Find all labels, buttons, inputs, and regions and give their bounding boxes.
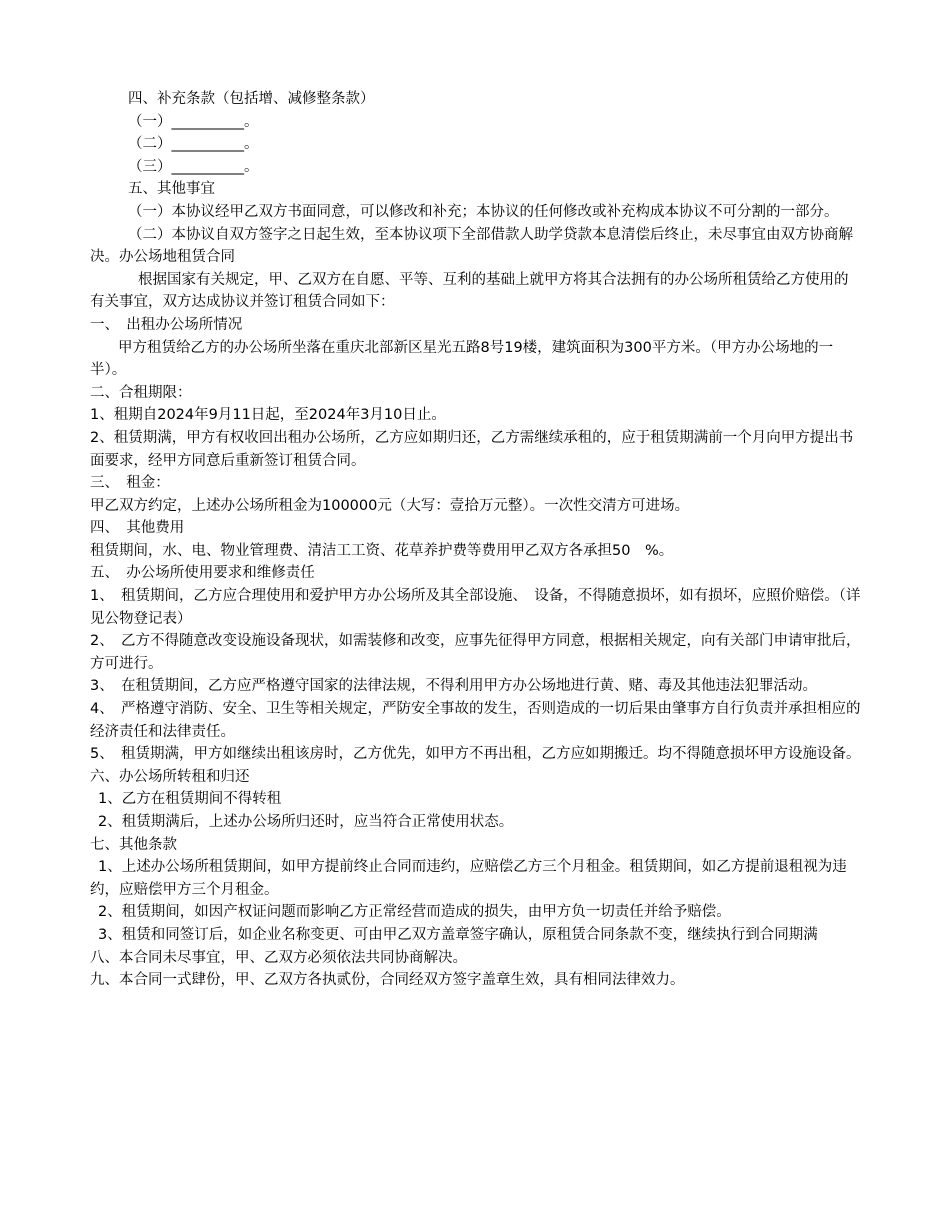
paragraph: 五、其他事宜	[128, 181, 215, 198]
paragraph: 2、租赁期满，甲方有权收回出租办公场所，乙方应如期归还，乙方需继续承租的，应于租赁期满前一个月向甲方提出书面要求，经甲方同意后重新签订租赁合同。	[90, 429, 854, 469]
paragraph: （三）__________。	[128, 158, 259, 175]
paragraph: 1、 租赁期间，乙方应合理使用和爱护甲方办公场所及其全部设施、 设备，不得随意损坏，如有损坏，应照价赔偿。（详见公物登记表）	[90, 588, 861, 627]
paragraph: （一）本协议经甲乙双方书面同意，可以修改和补充；本协议的任何修改或补充构成本协议不可分割的一部分。	[128, 203, 839, 220]
paragraph: 2、租赁期间，如因产权证问题而影响乙方正常经营而造成的损失，由甲方负一切责任并给予赔偿。	[98, 904, 731, 921]
paragraph: （二）__________。	[128, 136, 259, 153]
paragraph: 甲乙双方约定，上述办公场所租金为100000元（大写：壹拾万元整）。一次性交清方可进场。	[90, 497, 690, 514]
paragraph: 根据国家有关规定，甲、乙双方在自愿、平等、互利的基础上就甲方将其合法拥有的办公场所租赁给乙方使用的有关事宜，双方达成协议并签订租赁合同如下：	[90, 271, 849, 311]
paragraph: （一）__________。	[128, 113, 259, 130]
paragraph: 四、补充条款（包括增、减修整条款）	[128, 91, 375, 107]
document-body	[90, 88, 862, 992]
paragraph: 一、 出租办公场所情况	[90, 316, 243, 333]
paragraph: 3、租赁和同签订后，如企业名称变更、可由甲乙双方盖章签字确认，原租赁合同条款不变，继续执行到合同期满	[98, 926, 818, 943]
paragraph: 3、 在租赁期间，乙方应严格遵守国家的法律法规，不得利用甲方办公场地进行黄、赌、毒及其他违法犯罪活动。	[90, 678, 817, 695]
paragraph: 七、其他条款	[90, 836, 177, 853]
paragraph: 九、本合同一式肆份，甲、乙双方各执贰份，合同经双方签字盖章生效，具有相同法律效力。	[90, 972, 685, 989]
paragraph: 2、租赁期满后，上述办公场所归还时，应当符合正常使用状态。	[98, 814, 514, 830]
paragraph: 4、 严格遵守消防、安全、卫生等相关规定，严防安全事故的发生，否则造成的一切后果由肇事方自行负责并承担相应的经济责任和法律责任。	[90, 701, 861, 740]
paragraph: 租赁期间，水、电、物业管理费、清洁工工资、花草养护费等费用甲乙双方各承担50 %。	[90, 542, 674, 559]
paragraph: 八、本合同未尽事宜，甲、乙双方必须依法共同协商解决。	[90, 949, 467, 966]
paragraph: 四、 其他费用	[90, 520, 185, 537]
paragraph: 5、 租赁期满，甲方如继续出租该房时，乙方优先，如甲方不再出租，乙方应如期搬迁。均不得随意损坏甲方设施设备。	[90, 746, 861, 763]
paragraph: 六、办公场所转租和归还	[90, 768, 250, 785]
paragraph: 甲方租赁给乙方的办公场所坐落在重庆北部新区星光五路8号19楼，建筑面积为300平方米。（甲方办公场地的一半）。	[90, 339, 834, 379]
paragraph: 1、乙方在租赁期间不得转租	[98, 791, 282, 808]
paragraph: 二、合租期限：	[90, 384, 192, 401]
paragraph: 1、租期自2024年9月11日起，至2024年3月10日止。	[90, 407, 446, 424]
paragraph: 三、 租金：	[90, 475, 170, 492]
paragraph: 1、上述办公场所租赁期间，如甲方提前终止合同而违约，应赔偿乙方三个月租金。租赁期间，如乙方提前退租视为违约，应赔偿甲方三个月租金。	[90, 859, 847, 898]
paragraph: 2、 乙方不得随意改变设施设备现状，如需装修和改变，应事先征得甲方同意，根据相关规定，向有关部门申请审批后，方可进行。	[90, 633, 861, 672]
paragraph: （二）本协议自双方签字之日起生效，至本协议项下全部借款人助学贷款本息清偿后终止，未尽事宜由双方协商解决。办公场地租赁合同	[90, 226, 853, 266]
paragraph: 五、 办公场所使用要求和维修责任	[90, 565, 315, 582]
